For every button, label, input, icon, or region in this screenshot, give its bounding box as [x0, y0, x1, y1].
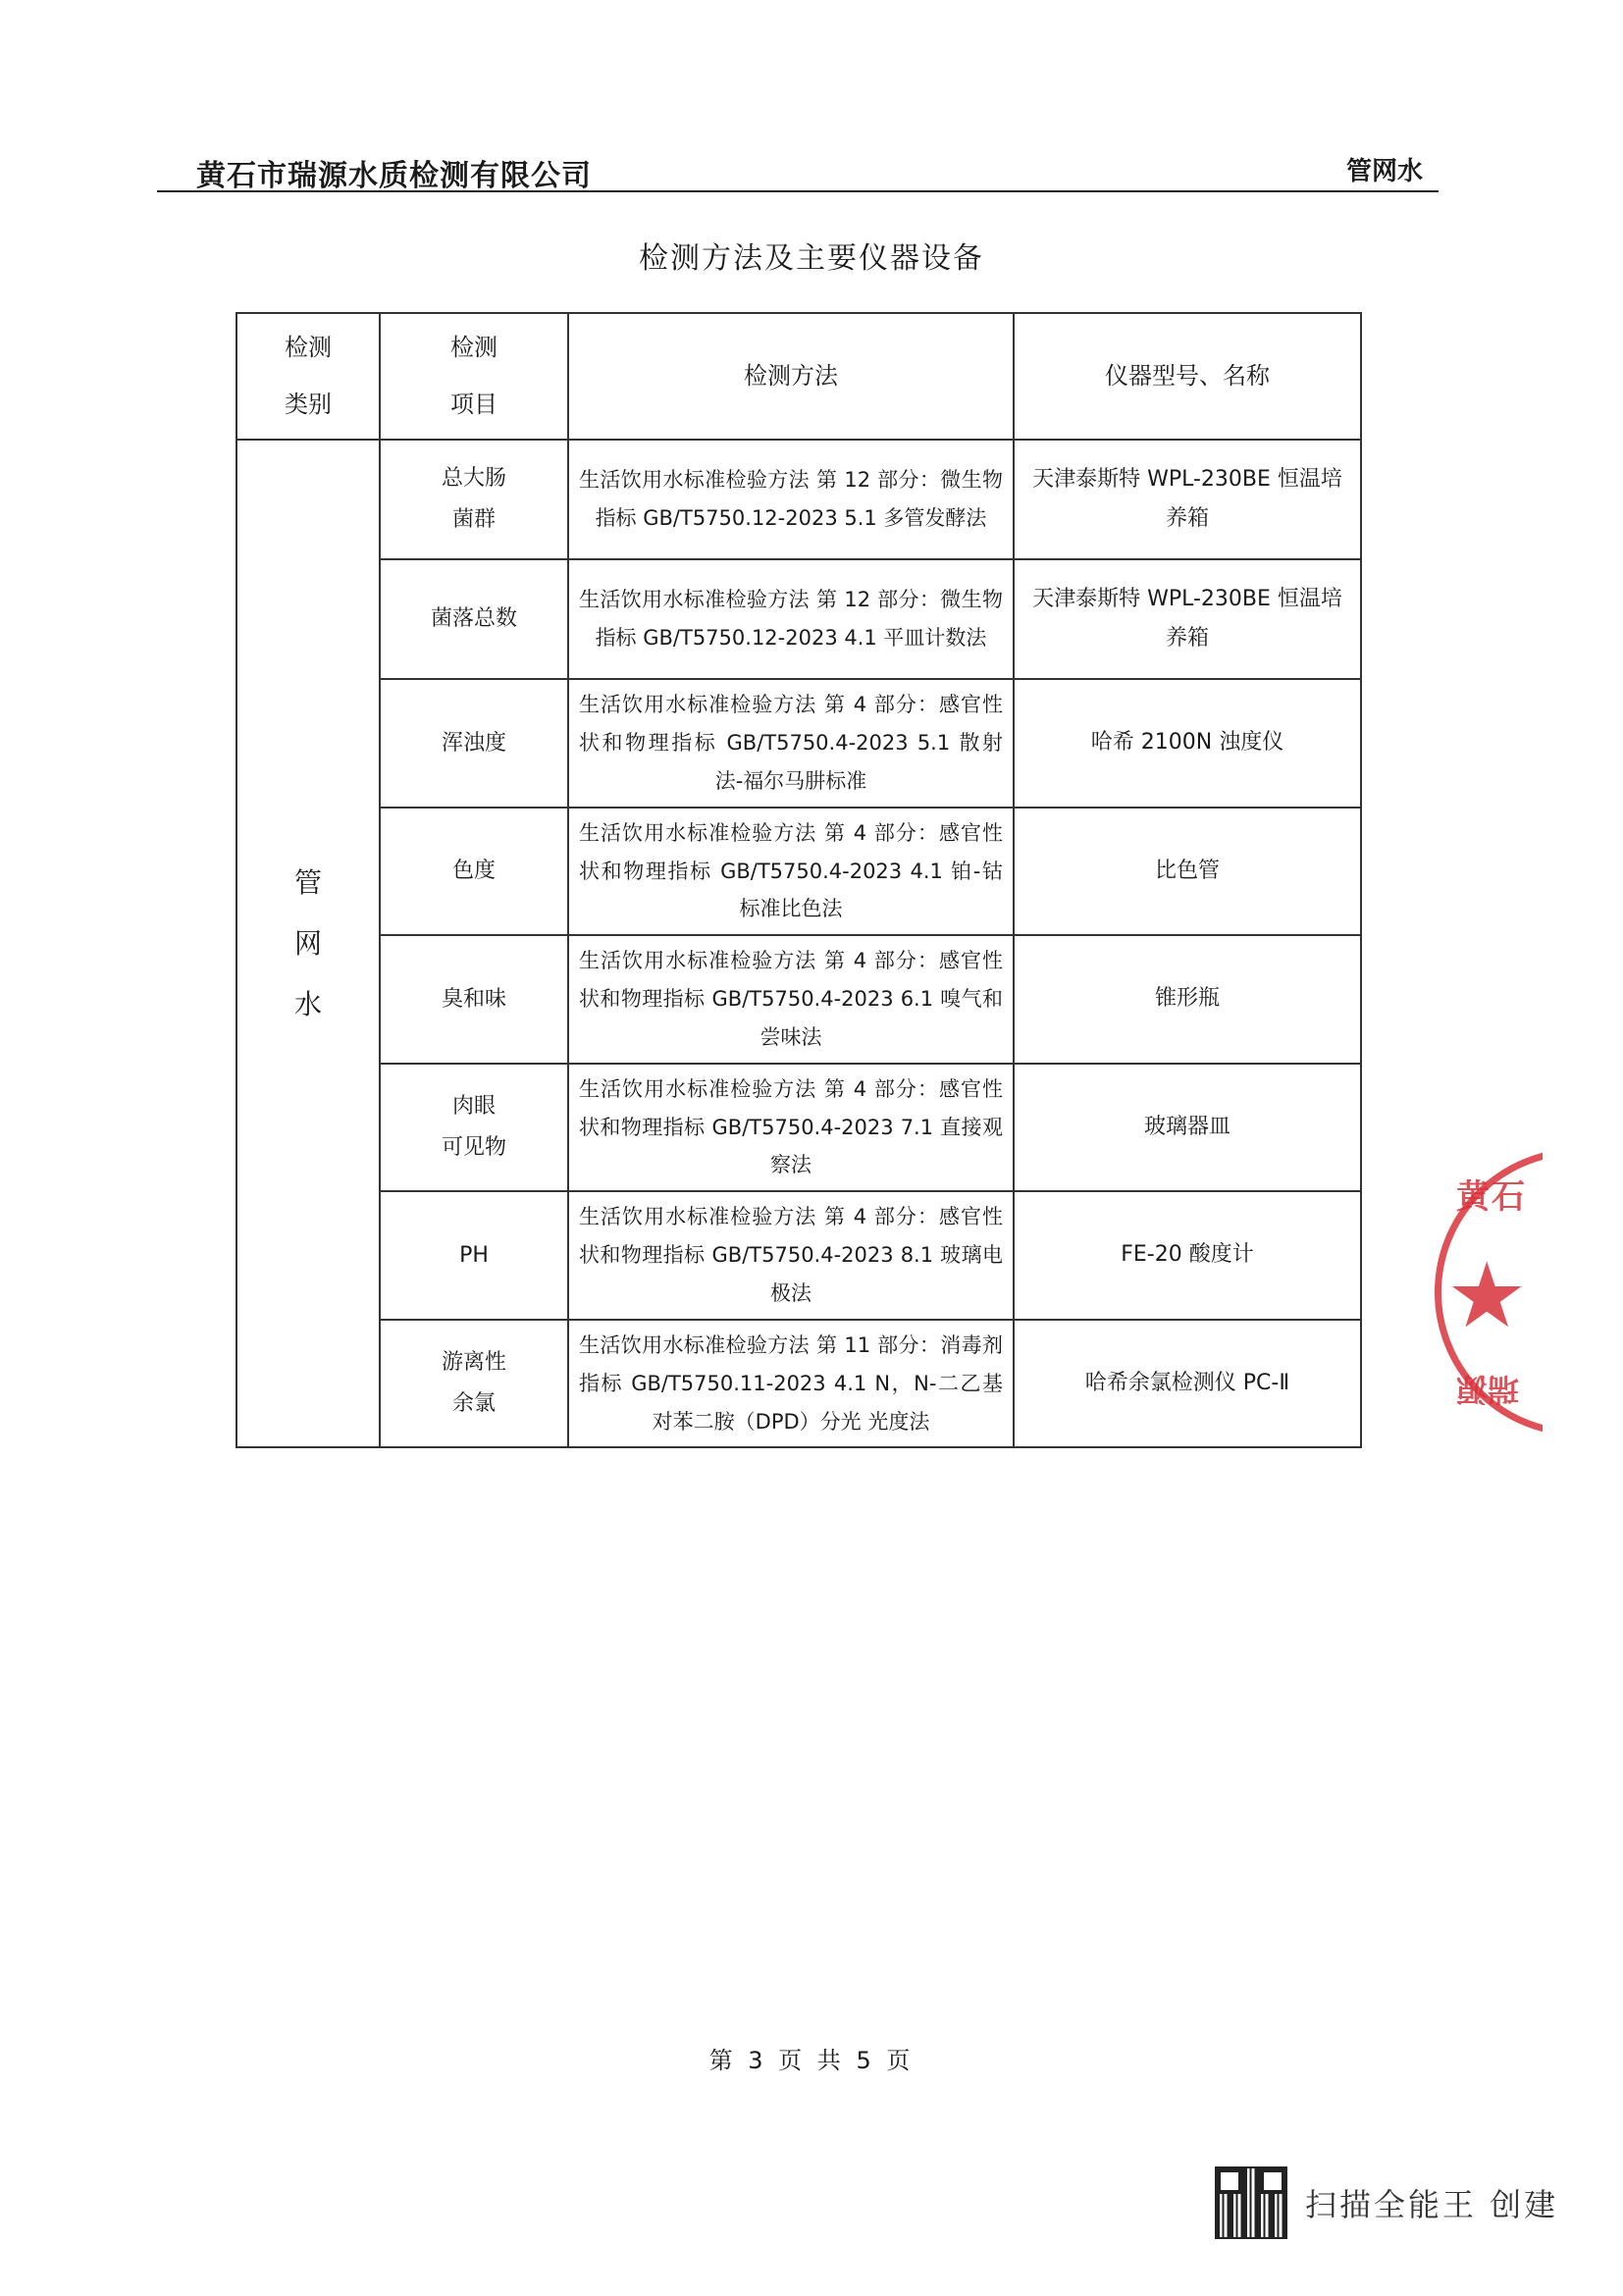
item-line: 菌群 — [451, 507, 496, 533]
instrument-cell: 锥形瓶 — [1014, 935, 1361, 1064]
header-item-line-1: 检测 — [450, 334, 497, 361]
item-cell — [380, 440, 568, 559]
instrument-cell: FE-20 酸度计 — [1014, 1191, 1361, 1320]
method-cell: 生活饮用水标准检验方法 第 4 部分：感官性状和物理指标 GB/T5750.4-2023 8.1 玻璃电极法 — [568, 1191, 1014, 1320]
header-instrument: 仪器型号、名称 — [1014, 313, 1361, 440]
method-cell: 生活饮用水标准检验方法 第 12 部分：微生物指标 GB/T5750.12-2023 4.1 平皿计数法 — [568, 559, 1014, 679]
header-method: 检测方法 — [568, 313, 1014, 440]
page-header — [157, 147, 1439, 192]
item-cell — [380, 1191, 568, 1320]
method-cell: 生活饮用水标准检验方法 第 4 部分：感官性状和物理指标 GB/T5750.4-2023 5.1 散射法-福尔马肼标准 — [568, 679, 1014, 808]
table-row — [236, 679, 1361, 808]
header-item-line-2: 项目 — [450, 390, 497, 418]
instrument-cell: 天津泰斯特 WPL-230BE 恒温培养箱 — [1014, 440, 1361, 559]
scanner-text: 扫描全能王 创建 — [1305, 2186, 1559, 2223]
instrument-cell: 哈希 2100N 浊度仪 — [1014, 679, 1361, 808]
item-cell — [380, 808, 568, 936]
company-name: 黄石市瑞源水质检测有限公司 — [196, 159, 592, 193]
seal-text-bottom: 瑞源 — [1456, 1371, 1520, 1408]
category-char: 网 — [293, 926, 322, 960]
category-char: 管 — [293, 866, 322, 900]
item-line: 余氯 — [451, 1391, 496, 1417]
header-category — [236, 313, 380, 440]
item-cell — [380, 935, 568, 1064]
method-cell: 生活饮用水标准检验方法 第 11 部分：消毒剂指标 GB/T5750.11-2023 4.1 N，N-二乙基对苯二胺（DPD）分光 光度法 — [568, 1320, 1014, 1448]
seal-star-icon: ★ — [1446, 1243, 1528, 1348]
methods-table — [236, 312, 1362, 1448]
scanner-watermark — [1217, 2168, 1570, 2237]
table-row — [236, 1064, 1361, 1192]
instrument-cell: 哈希余氯检测仪 PC-Ⅱ — [1014, 1320, 1361, 1448]
item-line: 可见物 — [441, 1135, 506, 1161]
item-line: 浑浊度 — [441, 730, 506, 756]
method-cell: 生活饮用水标准检验方法 第 4 部分：感官性状和物理指标 GB/T5750.4-2023 7.1 直接观察法 — [568, 1064, 1014, 1192]
item-line: PH — [459, 1242, 489, 1268]
table-row — [236, 1191, 1361, 1320]
item-cell — [380, 679, 568, 808]
company-seal — [1435, 1148, 1543, 1442]
header-category-line-1: 检测 — [285, 334, 332, 361]
item-line: 游离性 — [441, 1350, 506, 1376]
table-header-row — [236, 313, 1361, 440]
item-cell — [380, 1064, 568, 1192]
header-category: 管网水 — [1345, 157, 1423, 186]
table-row — [236, 935, 1361, 1064]
header-category-line-2: 类别 — [285, 390, 332, 418]
item-line: 臭和味 — [441, 986, 506, 1012]
page-number: 第 3 页 共 5 页 — [708, 2047, 915, 2074]
document-title: 检测方法及主要仪器设备 — [639, 241, 984, 276]
table-row — [236, 559, 1361, 679]
item-line: 肉眼 — [451, 1094, 496, 1120]
item-cell — [380, 559, 568, 679]
qr-code-icon — [1217, 2168, 1285, 2237]
method-cell: 生活饮用水标准检验方法 第 12 部分：微生物指标 GB/T5750.12-2023 5.1 多管发酵法 — [568, 440, 1014, 559]
header-item — [380, 313, 568, 440]
method-cell: 生活饮用水标准检验方法 第 4 部分：感官性状和物理指标 GB/T5750.4-2023 4.1 铂-钴标准比色法 — [568, 808, 1014, 936]
item-line: 菌落总数 — [430, 606, 517, 632]
item-line: 总大肠 — [441, 466, 506, 492]
seal-text-top: 黄石 — [1456, 1177, 1527, 1217]
category-char: 水 — [293, 987, 322, 1020]
item-line: 色度 — [451, 859, 496, 884]
category-cell — [236, 440, 380, 1447]
instrument-cell: 玻璃器皿 — [1014, 1064, 1361, 1192]
instrument-cell: 比色管 — [1014, 808, 1361, 936]
item-cell — [380, 1320, 568, 1448]
method-cell: 生活饮用水标准检验方法 第 4 部分：感官性状和物理指标 GB/T5750.4-2023 6.1 嗅气和尝味法 — [568, 935, 1014, 1064]
table-row — [236, 1320, 1361, 1448]
table-row — [236, 808, 1361, 936]
table-row — [236, 440, 1361, 559]
instrument-cell: 天津泰斯特 WPL-230BE 恒温培养箱 — [1014, 559, 1361, 679]
